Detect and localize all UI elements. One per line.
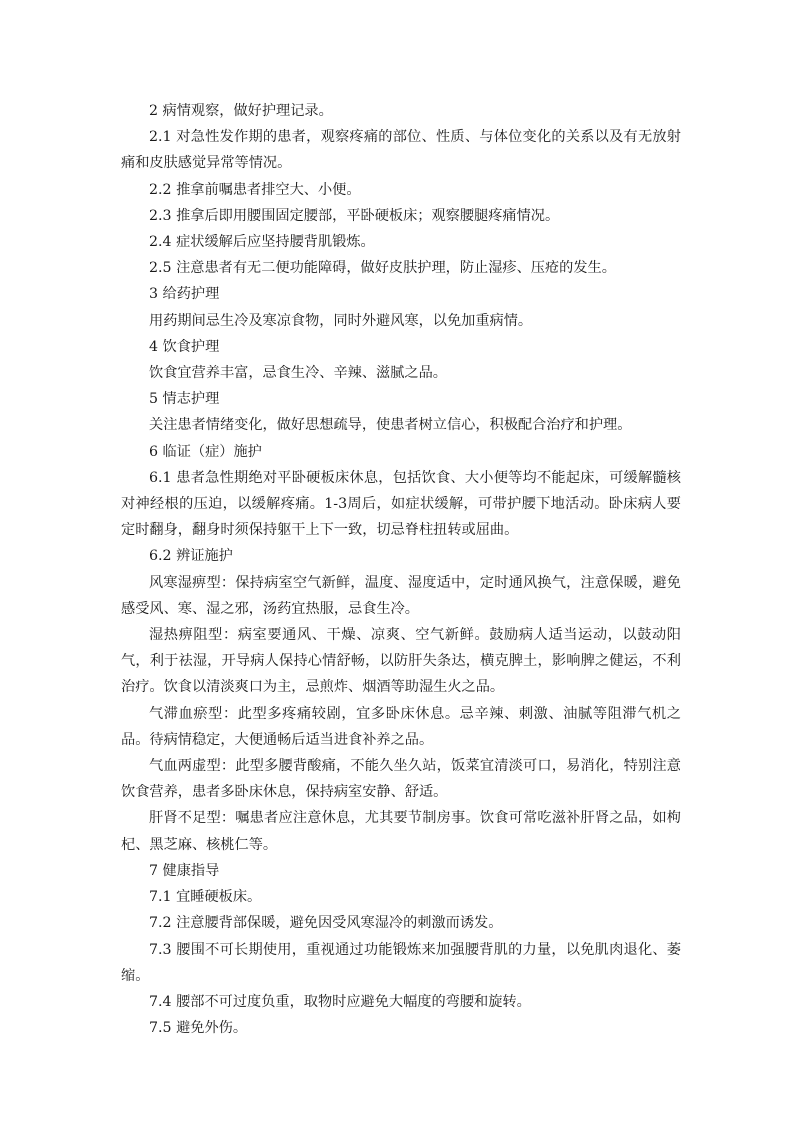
paragraph: 湿热痹阻型：病室要通风、干燥、凉爽、空气新鲜。鼓励病人适当运动，以鼓动阳气，利于祛湿，开导病人保持心情舒畅，以防肝失条达，横克脾土，影响脾之健运，不利治疗。饮食以清淡爽口为主，忌煎炸、烟酒等助湿生火之品。 <box>121 627 681 696</box>
paragraph: 2.1 对急性发作期的患者，观察疼痛的部位、性质、与体位变化的关系以及有无放射痛和皮肤感觉异常等情况。 <box>121 129 681 172</box>
paragraph: 用药期间忌生冷及寒凉食物，同时外避风寒，以免加重病情。 <box>149 312 533 329</box>
paragraph: 2.5 注意患者有无二便功能障碍，做好皮肤护理，防止湿疹、压疮的发生。 <box>149 260 616 277</box>
paragraph: 2.4 症状缓解后应坚持腰背肌锻炼。 <box>149 234 375 251</box>
paragraph: 气血两虚型：此型多腰背酸痛，不能久坐久站，饭菜宜清淡可口，易消化，特别注意饮食营养，患者多卧床休息，保持病室安静、舒适。 <box>121 758 681 801</box>
paragraph: 7.2 注意腰背部保暖，避免因受风寒湿冷的刺激而诱发。 <box>149 915 503 932</box>
heading-syndrome-care: 6.2 辨证施护 <box>149 548 233 565</box>
paragraph: 2.3 推拿后即用腰围固定腰部，平卧硬板床；观察腰腿疼痛情况。 <box>149 207 560 224</box>
paragraph: 7.1 宜睡硬板床。 <box>149 889 262 906</box>
paragraph: 关注患者情绪变化，做好思想疏导，使患者树立信心，积极配合治疗和护理。 <box>149 417 632 434</box>
heading-clinical-care: 6 临证（症）施护 <box>149 443 262 460</box>
paragraph: 气滞血瘀型：此型多疼痛较剧，宜多卧床休息。忌辛辣、刺激、油腻等阻滞气机之品。待病情稳定，大便通畅后适当进食补养之品。 <box>121 705 681 748</box>
heading-diet: 4 饮食护理 <box>149 338 220 355</box>
paragraph: 肝肾不足型：嘱患者应注意休息，尤其要节制房事。饮食可常吃滋补肝肾之品，如枸杞、黑芝麻、核桃仁等。 <box>121 810 681 853</box>
document-body <box>121 98 681 1041</box>
paragraph: 2.2 推拿前嘱患者排空大、小便。 <box>149 181 361 198</box>
paragraph: 饮食宜营养丰富，忌食生冷、辛辣、滋腻之品。 <box>149 365 447 382</box>
paragraph: 7.5 避免外伤。 <box>149 1020 248 1037</box>
paragraph: 7.4 腰部不可过度负重，取物时应避免大幅度的弯腰和旋转。 <box>149 993 531 1010</box>
heading-observation: 2 病情观察，做好护理记录。 <box>149 103 333 119</box>
heading-medication: 3 给药护理 <box>149 286 220 303</box>
heading-emotion: 5 情志护理 <box>149 391 220 408</box>
paragraph: 7.3 腰围不可长期使用，重视通过功能锻炼来加强腰背肌的力量，以免肌肉退化、萎缩。 <box>121 941 681 984</box>
heading-health-guidance: 7 健康指导 <box>149 862 220 879</box>
paragraph: 风寒湿痹型：保持病室空气新鲜，温度、湿度适中，定时通风换气，注意保暖，避免感受风、寒、湿之邪，汤药宜热服，忌食生冷。 <box>121 574 681 617</box>
paragraph: 6.1 患者急性期绝对平卧硬板床休息，包括饮食、大小便等均不能起床，可缓解髓核对神经根的压迫，以缓解疼痛。1-3周后，如症状缓解，可带护腰下地活动。卧床病人要定时翻身，翻身时须保持躯干上下一致，切忌脊柱扭转或屈曲。 <box>121 469 681 539</box>
